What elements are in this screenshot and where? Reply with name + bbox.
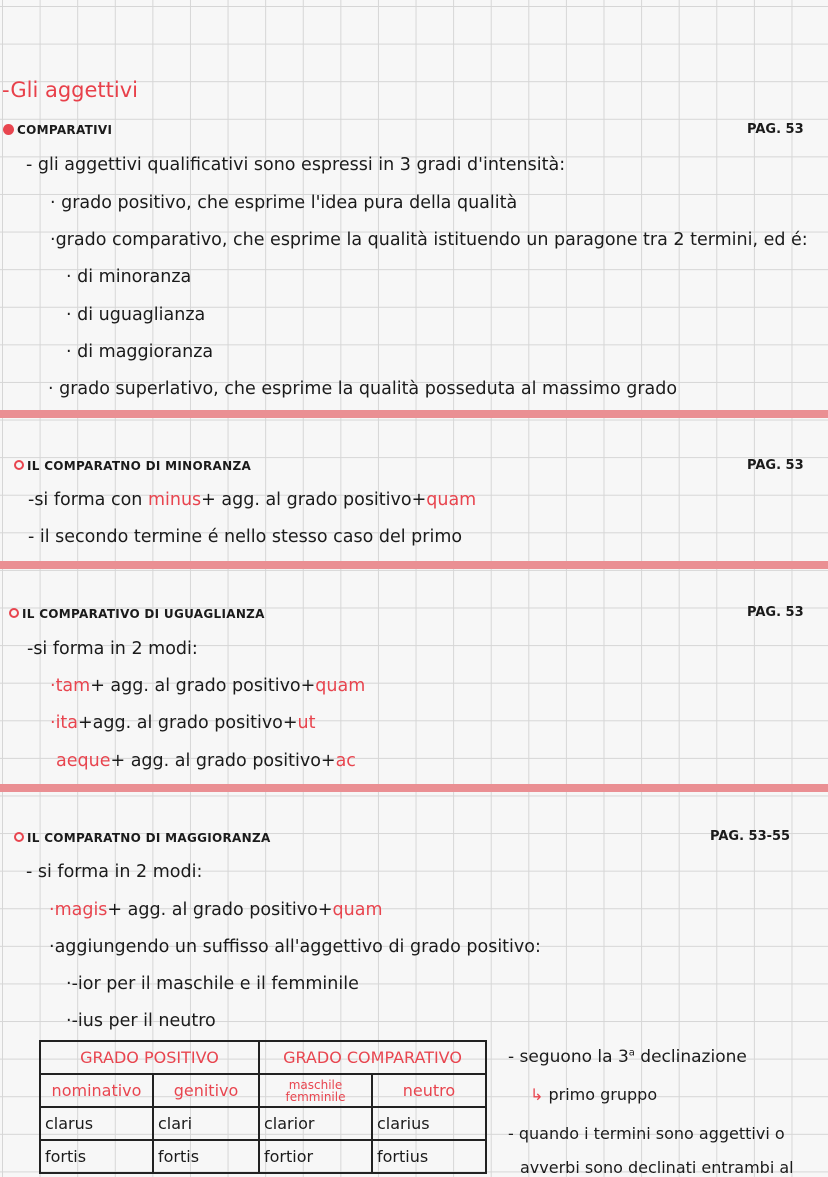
note-line: -si forma in 2 modi: bbox=[27, 639, 198, 659]
section-heading-uguaglianza bbox=[9, 607, 265, 621]
note-line: · di maggioranza bbox=[66, 342, 214, 362]
note-line: ·aggiungendo un suffisso all'aggettivo di grado positivo: bbox=[49, 937, 541, 957]
text: -si forma con bbox=[28, 490, 148, 510]
text: + agg. al grado positivo+ bbox=[201, 490, 427, 510]
section-heading-comparativi bbox=[3, 123, 112, 137]
latin-term: ·tam bbox=[50, 676, 91, 696]
heading-text: IL COMPARATNO DI MAGGIORANZA bbox=[27, 831, 271, 845]
note-line bbox=[50, 676, 365, 696]
text: declinazione bbox=[634, 1047, 747, 1067]
latin-term: ac bbox=[335, 751, 356, 771]
col-label: femminile bbox=[285, 1089, 346, 1104]
latin-term: ·ita bbox=[50, 713, 79, 733]
text: + agg. al grado positivo+ bbox=[107, 900, 333, 920]
col-neutro: neutro bbox=[372, 1074, 486, 1107]
side-note: - quando i termini sono aggettivi o bbox=[508, 1124, 785, 1143]
page-ref: PAG. 53 bbox=[747, 605, 804, 620]
table-cell: clari bbox=[153, 1107, 259, 1140]
latin-term: ·magis bbox=[49, 900, 108, 920]
note-line: · di minoranza bbox=[66, 267, 192, 287]
table-header-row bbox=[40, 1041, 486, 1074]
section-divider bbox=[0, 784, 828, 792]
superscript: a bbox=[628, 1047, 635, 1059]
section-heading-minoranza bbox=[14, 459, 251, 473]
table-cell: fortior bbox=[259, 1140, 372, 1173]
table-row bbox=[40, 1107, 486, 1140]
table-row bbox=[40, 1140, 486, 1173]
text: +agg. al grado positivo+ bbox=[78, 713, 298, 733]
page-ref: PAG. 53 bbox=[747, 458, 804, 473]
table-subheader-row bbox=[40, 1074, 486, 1107]
heading-text: COMPARATIVI bbox=[17, 123, 113, 137]
note-line: - si forma in 2 modi: bbox=[26, 862, 203, 882]
side-note bbox=[508, 1047, 747, 1067]
note-line: · grado superlativo, che esprime la qualità posseduta al massimo grado bbox=[48, 379, 678, 399]
section-divider bbox=[0, 561, 828, 569]
col-label: maschile bbox=[288, 1077, 343, 1092]
bullet-ring-icon bbox=[9, 608, 19, 618]
col-nominativo: nominativo bbox=[40, 1074, 153, 1107]
note-line: ·grado comparativo, che esprime la qualità istituendo un paragone tra 2 termini, ed é: bbox=[50, 230, 808, 250]
section-heading-maggioranza bbox=[14, 831, 271, 845]
text: primo gruppo bbox=[548, 1085, 658, 1104]
note-line bbox=[28, 490, 476, 510]
text: + agg. al grado positivo+ bbox=[110, 751, 336, 771]
col-maschile-femminile bbox=[259, 1074, 372, 1107]
note-line bbox=[56, 751, 356, 771]
note-line: - gli aggettivi qualificativi sono espressi in 3 gradi d'intensità: bbox=[26, 155, 566, 175]
bullet-ring-icon bbox=[14, 832, 24, 842]
table-cell: clarius bbox=[372, 1107, 486, 1140]
table-cell: fortius bbox=[372, 1140, 486, 1173]
note-line bbox=[50, 713, 316, 733]
side-note: avverbi sono declinati entrambi al bbox=[520, 1158, 794, 1177]
latin-term: quam bbox=[332, 900, 383, 920]
note-line: - il secondo termine é nello stesso caso del primo bbox=[28, 527, 463, 547]
note-line: · grado positivo, che esprime l'idea pura della qualità bbox=[50, 193, 518, 213]
table-cell: fortis bbox=[40, 1140, 153, 1173]
page-ref: PAG. 53 bbox=[747, 122, 804, 137]
text: + agg. al grado positivo+ bbox=[90, 676, 316, 696]
latin-term: quam bbox=[426, 490, 477, 510]
page-ref: PAG. 53-55 bbox=[710, 829, 791, 844]
latin-term: aeque bbox=[56, 751, 111, 771]
arrow-icon: ↳ bbox=[530, 1085, 544, 1104]
page-title: -Gli aggettivi bbox=[2, 78, 138, 102]
side-note bbox=[530, 1085, 657, 1104]
text: - seguono la 3 bbox=[508, 1047, 629, 1067]
comparison-table bbox=[39, 1040, 487, 1174]
latin-term: ut bbox=[297, 713, 316, 733]
table-cell: fortis bbox=[153, 1140, 259, 1173]
latin-term: quam bbox=[315, 676, 366, 696]
bullet-ring-icon bbox=[14, 460, 24, 470]
note-line: ·-ius per il neutro bbox=[66, 1011, 216, 1031]
table-cell: clarus bbox=[40, 1107, 153, 1140]
note-line: · di uguaglianza bbox=[66, 305, 206, 325]
latin-term: minus bbox=[147, 490, 202, 510]
heading-text: IL COMPARATNO DI MINORANZA bbox=[27, 459, 252, 473]
col-genitivo: genitivo bbox=[153, 1074, 259, 1107]
bullet-dot-icon bbox=[3, 124, 14, 135]
table-header-comparativo: GRADO COMPARATIVO bbox=[259, 1041, 486, 1074]
note-line bbox=[49, 900, 383, 920]
note-line: ·-ior per il maschile e il femminile bbox=[66, 974, 359, 994]
section-divider bbox=[0, 410, 828, 418]
table-cell: clarior bbox=[259, 1107, 372, 1140]
heading-text: IL COMPARATIVO DI UGUAGLIANZA bbox=[22, 607, 265, 621]
table-header-positivo: GRADO POSITIVO bbox=[40, 1041, 259, 1074]
